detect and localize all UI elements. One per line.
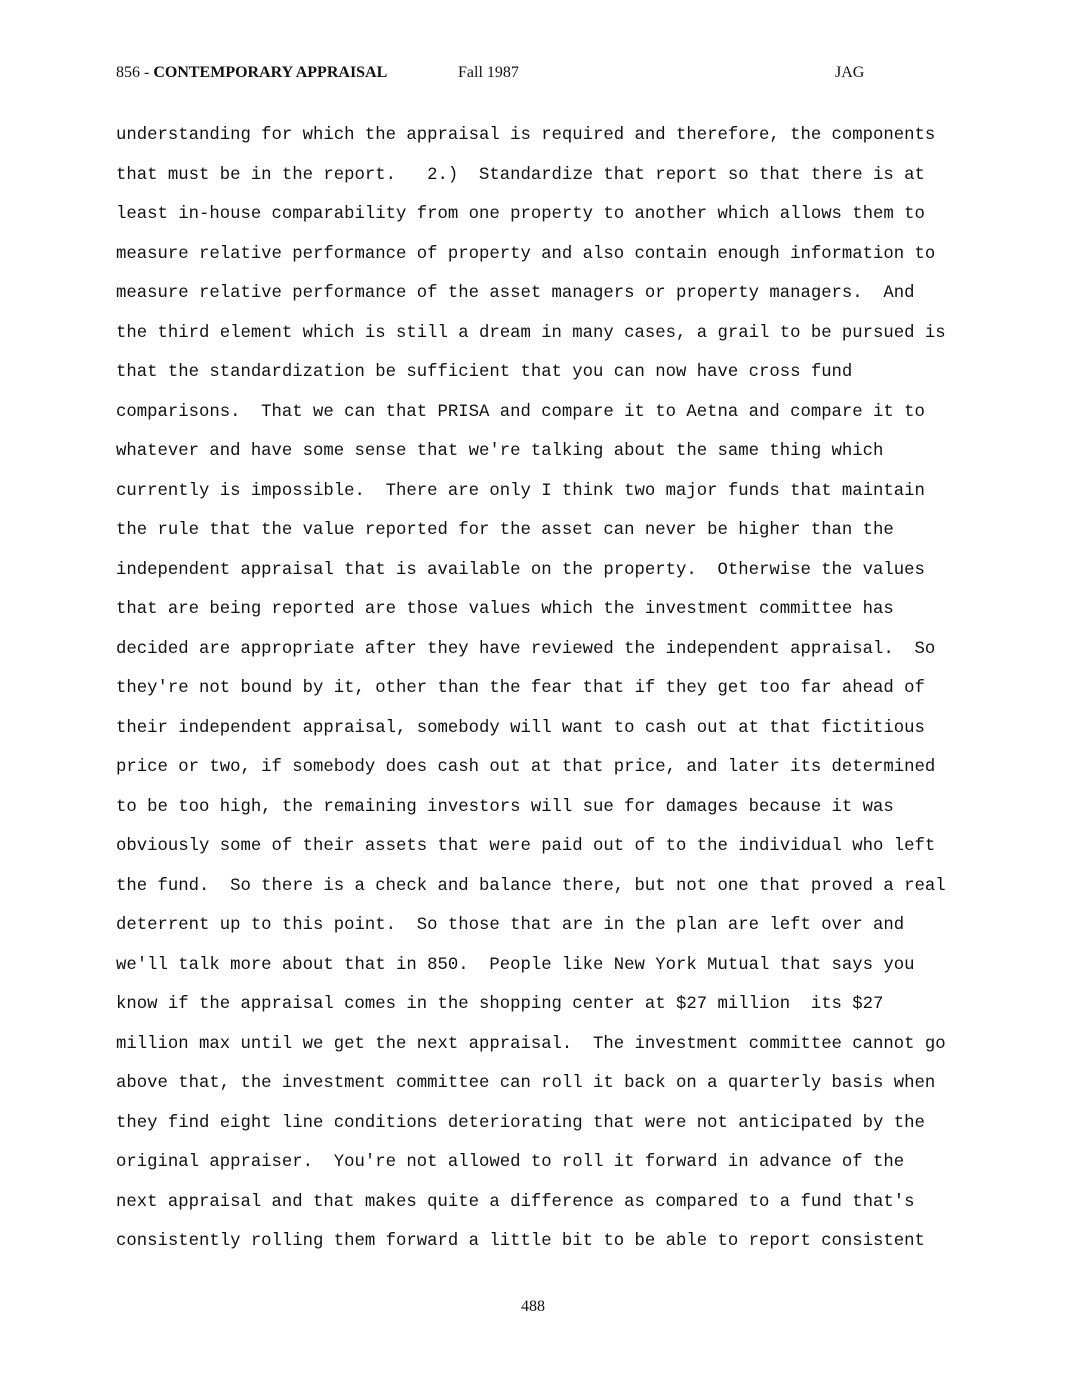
- text-line: price or two, if somebody does cash out at that price, and later its determined: [116, 758, 936, 777]
- text-line: to be too high, the remaining investors will sue for damages because it was: [116, 797, 894, 817]
- term-label: Fall 1987: [458, 64, 519, 81]
- text-line: measure relative performance of the asset managers or property managers. And: [116, 284, 915, 303]
- text-line: the third element which is still a dream in many cases, a grail to be pursued is: [116, 323, 946, 343]
- text-line: whatever and have some sense that we're talking about the same thing which: [116, 442, 884, 461]
- author-initials: JAG: [835, 64, 865, 81]
- text-line: understanding for which the appraisal is required and therefore, the components: [116, 126, 936, 145]
- text-line: they find eight line conditions deteriorating that were not anticipated by the: [116, 1113, 925, 1133]
- text-line: they're not bound by it, other than the fear that if they get too far ahead of: [116, 679, 925, 698]
- text-line: that are being reported are those values which the investment committee has: [116, 600, 894, 619]
- text-line: original appraiser. You're not allowed to roll it forward in advance of the: [116, 1153, 905, 1172]
- course-title: CONTEMPORARY APPRAISAL: [153, 64, 388, 81]
- course-heading: [116, 62, 387, 84]
- text-line: independent appraisal that is available on the property. Otherwise the values: [116, 560, 925, 580]
- text-line: million max until we get the next appraisal. The investment committee cannot go: [116, 1034, 946, 1054]
- text-line: next appraisal and that makes quite a difference as compared to a fund that's: [116, 1192, 915, 1212]
- text-line: measure relative performance of property and also contain enough information to: [116, 244, 936, 264]
- text-line: least in-house comparability from one property to another which allows them to: [116, 205, 925, 224]
- text-line: the rule that the value reported for the asset can never be higher than the: [116, 521, 894, 540]
- text-line: their independent appraisal, somebody will want to cash out at that fictitious: [116, 718, 925, 738]
- text-line: the fund. So there is a check and balance there, but not one that proved a real: [116, 876, 946, 896]
- page-header: [116, 62, 956, 86]
- text-line: obviously some of their assets that were paid out of to the individual who left: [116, 837, 936, 856]
- text-line: we'll talk more about that in 850. People like New York Mutual that says you: [116, 955, 915, 975]
- transcript-body: [116, 116, 996, 1262]
- text-line: comparisons. That we can that PRISA and compare it to Aetna and compare it to: [116, 402, 925, 422]
- text-line: deterrent up to this point. So those that are in the plan are left over and: [116, 916, 905, 935]
- text-line: that must be in the report. 2.) Standardize that report so that there is at: [116, 165, 925, 185]
- text-line: that the standardization be sufficient that you can now have cross fund: [116, 363, 853, 382]
- course-number: 856 -: [116, 64, 154, 81]
- text-line: consistently rolling them forward a little bit to be able to report consistent: [116, 1232, 925, 1251]
- text-line: currently is impossible. There are only I think two major funds that maintain: [116, 481, 925, 501]
- text-line: above that, the investment committee can roll it back on a quarterly basis when: [116, 1074, 936, 1093]
- text-line: decided are appropriate after they have reviewed the independent appraisal. So: [116, 639, 936, 659]
- page-number: 488: [521, 1298, 545, 1315]
- text-line: know if the appraisal comes in the shopping center at $27 million its $27: [116, 995, 884, 1014]
